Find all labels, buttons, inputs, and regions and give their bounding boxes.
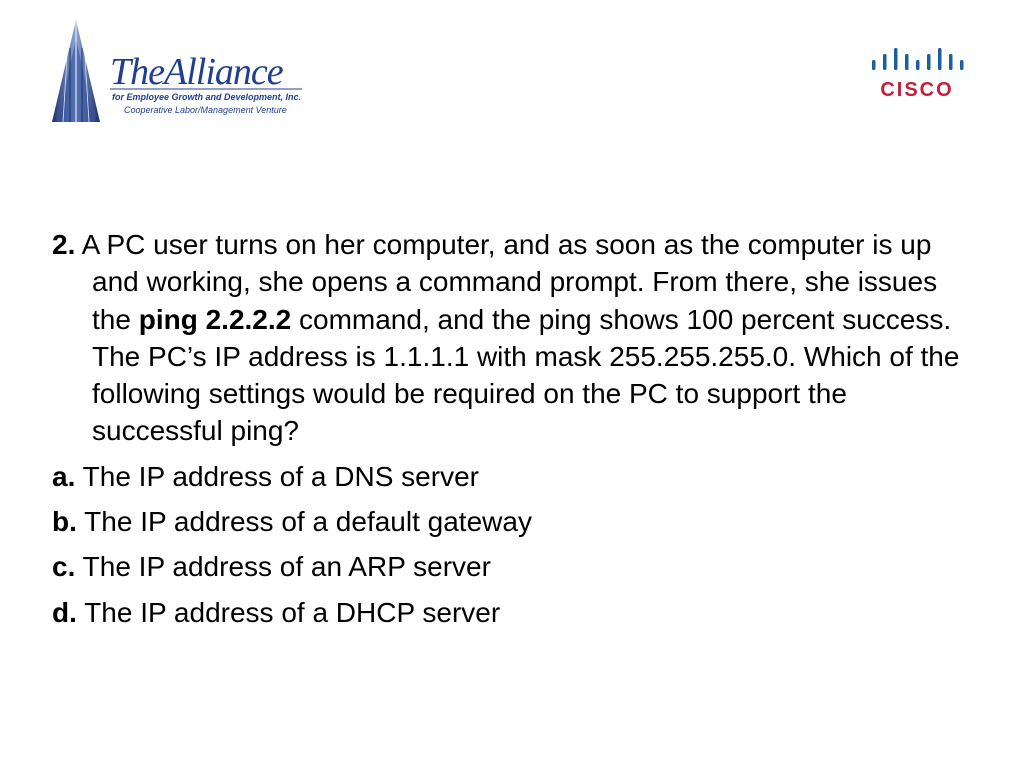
question-text-after: command, and the ping shows 100 percent success. The PC’s IP address is 1.1.1.1 with mask 255.255.255.0. Which of the following settings would be required on the PC to support the successful ping? <box>92 303 960 447</box>
option-c <box>52 548 982 585</box>
question-text <box>52 226 982 450</box>
option-letter: c. <box>52 551 76 583</box>
ping-command: ping 2.2.2.2 <box>138 303 292 335</box>
option-text: The IP address of a default gateway <box>84 506 532 538</box>
question-block <box>52 226 982 631</box>
svg-text:for Employee Growth and Develo: for Employee Growth and Development, Inc. <box>112 92 302 102</box>
option-d <box>52 594 982 631</box>
option-text: The IP address of a DNS server <box>82 460 479 492</box>
question-number: 2. <box>52 229 76 260</box>
svg-text:Cooperative Labor/Management V: Cooperative Labor/Management Venture <box>124 105 287 115</box>
option-a <box>52 458 982 495</box>
question-text-before: A PC user turns on her computer, and as soon as the computer is up and working, she opens a command prompt. From there, she issues the <box>81 229 938 335</box>
cisco-logo <box>866 44 966 100</box>
tower-icon <box>52 20 100 122</box>
the-alliance-logo <box>50 18 310 126</box>
option-letter: b. <box>52 506 77 538</box>
option-letter: d. <box>52 596 77 628</box>
option-letter: a. <box>52 460 76 492</box>
option-text: The IP address of a DHCP server <box>84 596 501 628</box>
option-b <box>52 503 982 540</box>
option-text: The IP address of an ARP server <box>82 551 491 583</box>
svg-text:TheAlliance: TheAlliance <box>110 51 283 93</box>
cisco-bars-icon <box>872 48 964 70</box>
svg-text:CISCO: CISCO <box>880 79 954 100</box>
